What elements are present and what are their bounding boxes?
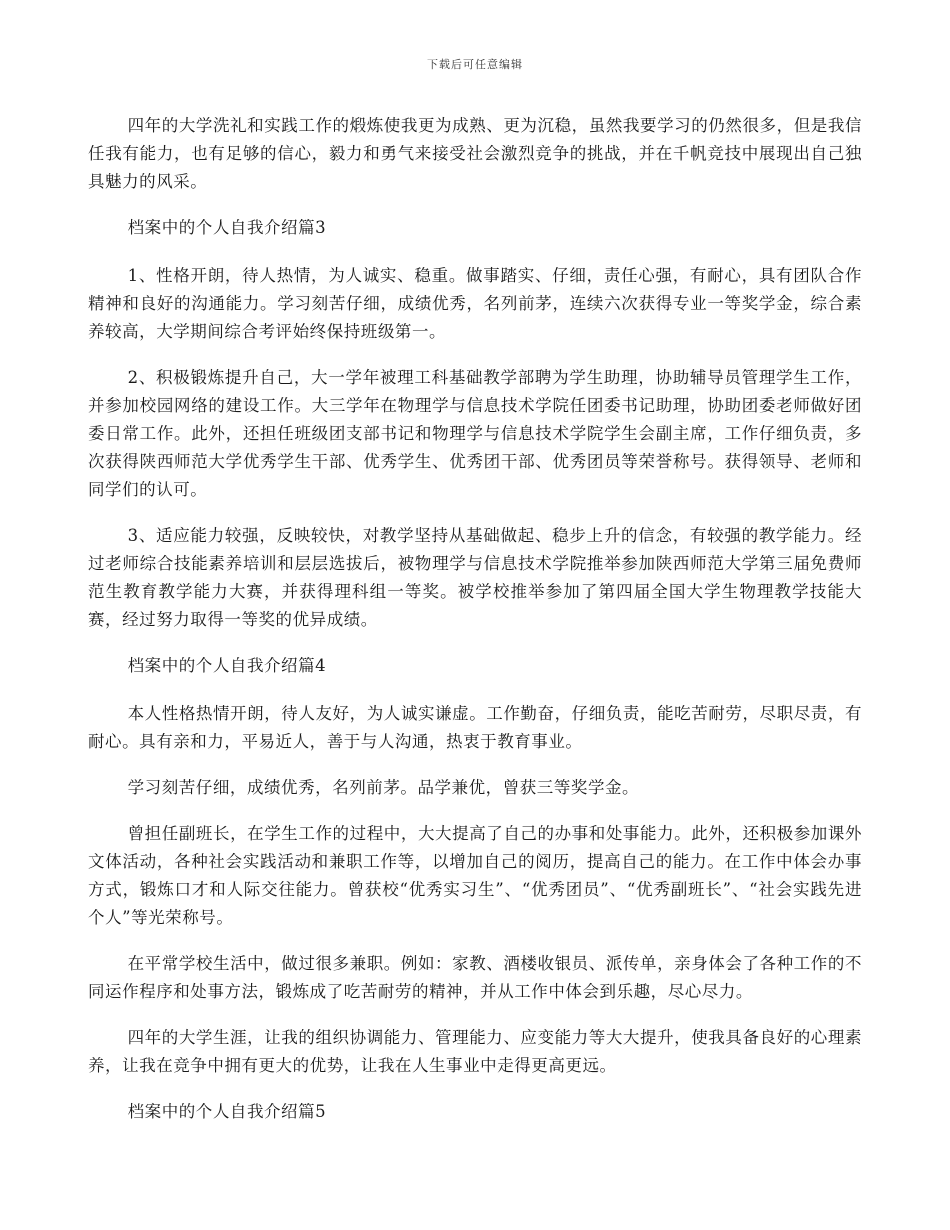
paragraph-4: 3、适应能力较强，反映较快，对教学坚持从基础做起、稳步上升的信念，有较强的教学能力。经过老师综合技能素养培训和层层选拔后，被物理学与信息技术学院推举参加陕西师范大学第三届免费师范生教育教学能力大赛，并获得理科组一等奖。被学校推举参加了第四届全国大学生物理教学技能大赛，经过努力取得一等奖的优异成绩。 <box>88 526 862 629</box>
paragraph-1: 四年的大学洗礼和实践工作的煅炼使我更为成熟、更为沉稳，虽然我要学习的仍然很多，但是我信任我有能力，也有足够的信心，毅力和勇气来接受社会激烈竞争的挑战，并在千帆竞技中展现出自己独具魅力的风采。 <box>88 116 862 191</box>
paragraph-6: 学习刻苦仔细，成绩优秀，名列前茅。品学兼优，曾获三等奖学金。 <box>127 778 640 797</box>
page-header: 下载后可任意编辑 <box>427 58 523 71</box>
document-body <box>88 112 862 1146</box>
paragraph-8: 在平常学校生活中，做过很多兼职。例如：家教、酒楼收银员、派传单，亲身体会了各种工作的不同运作程序和处事方法，锻炼成了吃苦耐劳的精神，并从工作中体会到乐趣，尽心尽力。 <box>88 954 862 1001</box>
paragraph-5: 本人性格热情开朗，待人友好，为人诚实谦虚。工作勤奋，仔细负责，能吃苦耐劳，尽职尽责，有耐心。具有亲和力，平易近人，善于与人沟通，热衷于教育事业。 <box>88 704 862 751</box>
paragraph-9: 四年的大学生涯，让我的组织协调能力、管理能力、应变能力等大大提升，使我具备良好的心理素养，让我在竞争中拥有更大的优势，让我在人生事业中走得更高更远。 <box>88 1028 862 1075</box>
section-heading-4: 档案中的个人自我介绍篇4 <box>127 656 327 675</box>
section-heading-5: 档案中的个人自我介绍篇5 <box>127 1102 327 1121</box>
section-heading-3: 档案中的个人自我介绍篇3 <box>127 218 327 237</box>
paragraph-3: 2、积极锻炼提升自己，大一学年被理工科基础教学部聘为学生助理，协助辅导员管理学生工作，并参加校园网络的建设工作。大三学年在物理学与信息技术学院任团委书记助理，协助团委老师做好团委日常工作。此外，还担任班级团支部书记和物理学与信息技术学院学生会副主席，工作仔细负责，多次获得陕西师范大学优秀学生干部、优秀学生、优秀团干部、优秀团员等荣誉称号。获得领导、老师和同学们的认可。 <box>88 368 862 499</box>
paragraph-2: 1、性格开朗，待人热情，为人诚实、稳重。做事踏实、仔细，责任心强，有耐心，具有团队合作精神和良好的沟通能力。学习刻苦仔细，成绩优秀，名列前茅，连续六次获得专业一等奖学金，综合素养较高，大学期间综合考评始终保持班级第一。 <box>88 266 862 341</box>
paragraph-7: 曾担任副班长，在学生工作的过程中，大大提高了自己的办事和处事能力。此外，还积极参加课外文体活动，各种社会实践活动和兼职工作等，以增加自己的阅历，提高自己的能力。在工作中体会办事方式，锻炼口才和人际交往能力。曾获校“优秀实习生”、“优秀团员”、“优秀副班长”、“社会实践先进个人”等光荣称号。 <box>88 824 862 927</box>
